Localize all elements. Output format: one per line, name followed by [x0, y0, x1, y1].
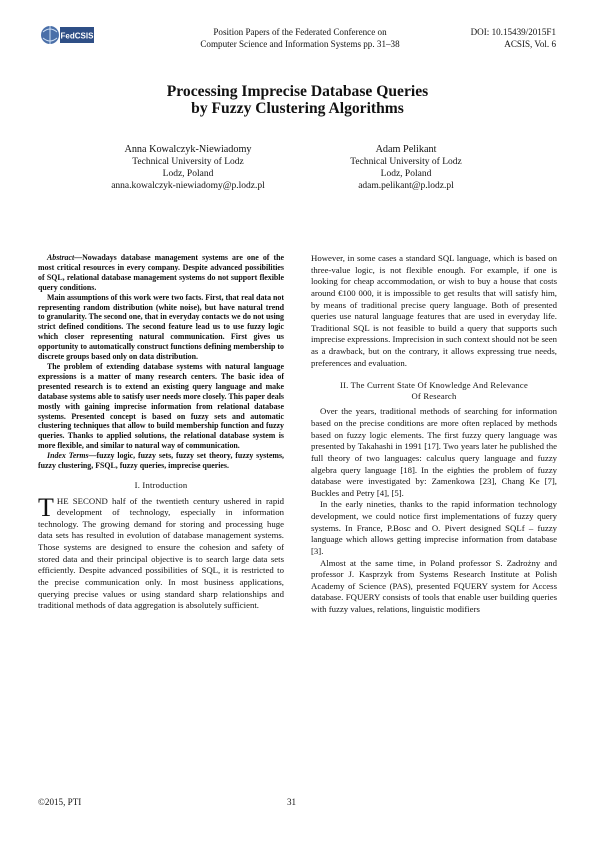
right-paragraph-3: In the early nineties, thanks to the rapid information technology development, we could notice first implementations of fuzzy query systems. In France, P.Bosc and O. Pivert designed SQLf – fuzzy language which allows getting imprecise information from database [3].	[311, 499, 557, 556]
author-name: Adam Pelikant	[375, 144, 437, 155]
abstract-paragraph-2: Main assumptions of this work were two facts. First, that real data not representing random distribution (white noise), but have natural trend to granularity. The second one, that in everyday contacts we do not using strict defined conditions. The second feature lead us to use fuzzy logic which closer representing natural communication. First gives us opportunity to automatically construct functions defining membership to discrete groups based only on data distribution.	[38, 292, 284, 362]
author-email: anna.kowalczyk-niewiadomy@p.lodz.pl	[111, 181, 265, 191]
index-terms-text: —fuzzy logic, fuzzy sets, fuzzy set theory, fuzzy systems, fuzzy clustering, FSQL, fuzzy queries, imprecise queries.	[38, 451, 284, 471]
section2-heading-line-1: II. The Current State Of Knowledge And Relevance	[340, 380, 528, 391]
author-city: Lodz, Poland	[162, 169, 214, 179]
author-city: Lodz, Poland	[380, 169, 432, 179]
left-column	[38, 253, 284, 612]
series-volume: ACSIS, Vol. 6	[504, 38, 556, 49]
conference-header	[150, 27, 450, 50]
title-line-2: by Fuzzy Clustering Algorithms	[191, 100, 404, 117]
abstract-paragraph-3: The problem of extending database systems with natural language expressions is a matter of many research centers. The basic idea of presented research is to extend an existing query language and make database systems able to satisfy user needs more closely. This paper deals mostly with gaining imprecise information from relational database systems. Presented concept is based on fuzzy sets and automatic clustering techniques that allow to build membership function and fuzzy queries. Thanks to applied solutions, the relational database system is more flexible, and similar to natural way of communication.	[38, 361, 284, 451]
title-line-1: Processing Imprecise Database Queries	[166, 83, 429, 100]
index-terms-label: Index Terms	[47, 451, 89, 461]
author-email: adam.pelikant@p.lodz.pl	[358, 181, 454, 191]
right-paragraph-1: However, in some cases a standard SQL language, which is based on three-value logic, is not flexible enough. For example, if one is looking for cheap accommodation, or wish to buy a house that costs around €100 000, it is impossible to get results that will satisfy him, by means of traditional precise query language. Both of presented queries use natural language features that are used in everyday life. Traditional SQL is not feasible to build a query that supports such imprecise expressions. Imprecision in such context should not be seen as a drawback, but on the contrary, it allows expressing true needs, preferences and evaluation.	[311, 253, 557, 368]
section-heading-current-state	[311, 380, 557, 401]
right-paragraph-4: Almost at the same time, in Poland professor S. Zadrożny and professor J. Kasprzyk from Systems Research Institute at Polish Academy of Science (PAS), presented FQUERY system for Access database. FQUERY consists of tools that enable user building queries with fuzzy values, relations, linguistic modifiers	[311, 557, 557, 615]
abstract-paragraph-1	[38, 253, 284, 293]
page-number: 31	[287, 797, 297, 807]
index-terms	[38, 451, 284, 471]
section2-heading-line-2: Of Research	[411, 390, 457, 401]
conference-line-1: Position Papers of the Federated Conference on	[213, 27, 387, 37]
paper-title	[100, 83, 495, 117]
intro-text-1: HE SECOND half of the twentieth century ushered in rapid development of technology, especially in information technology. The growing demand for storing and processing huge data sets has resulted in evolution of database management systems. Those systems are designed to ensure the cohesion and safety of stored data and their principal objective is to search large data sets efficiently. Despite advanced possibilities of SQL, it is restricted to the precise communication only. In most business applications, querying precise values or using standard sharp relationships and traditional methods of data aggregation is absolutely sufficient.	[38, 495, 284, 611]
conference-logo	[40, 22, 96, 48]
intro-paragraph-1	[38, 492, 284, 612]
conference-line-2: Computer Science and Information Systems pp. 31–38	[200, 38, 400, 49]
right-column	[311, 253, 557, 616]
author-name: Anna Kowalczyk-Niewiadomy	[124, 144, 252, 155]
copyright: ©2015, PTI	[38, 797, 82, 807]
doi: DOI: 10.15439/2015F1	[470, 27, 556, 37]
logo-text: FedCSIS	[60, 31, 94, 41]
section-heading-introduction: I. Introduction	[134, 479, 188, 490]
author-affiliation: Technical University of Lodz	[132, 157, 244, 167]
author-affiliation: Technical University of Lodz	[350, 157, 462, 167]
doi-header	[440, 27, 556, 50]
author-block-2	[306, 144, 506, 192]
abstract-label: Abstract	[47, 253, 75, 262]
drop-cap: T	[38, 492, 54, 522]
author-block-1	[88, 144, 288, 192]
right-paragraph-2: Over the years, traditional methods of searching for information based on the precise conditions are more often replaced by methods based on fuzzy logic elements. The first fuzzy query language was presented by Takahashi in 1991 [17]. Two years later he published the full theory of two languages: calculus query language and fuzzy algebra query language [18]. In the eighties the problem of fuzzy database were investigated by: Zamenkowa [23], Chang Ke [7], Buckles and Petry [4], [5].	[311, 406, 557, 498]
abstract-text-1: —Nowadays database management systems are one of the most critical resources in every company. Despite advanced possibilities of SQL, relational database management systems do not support flexible query conditions.	[38, 253, 284, 292]
